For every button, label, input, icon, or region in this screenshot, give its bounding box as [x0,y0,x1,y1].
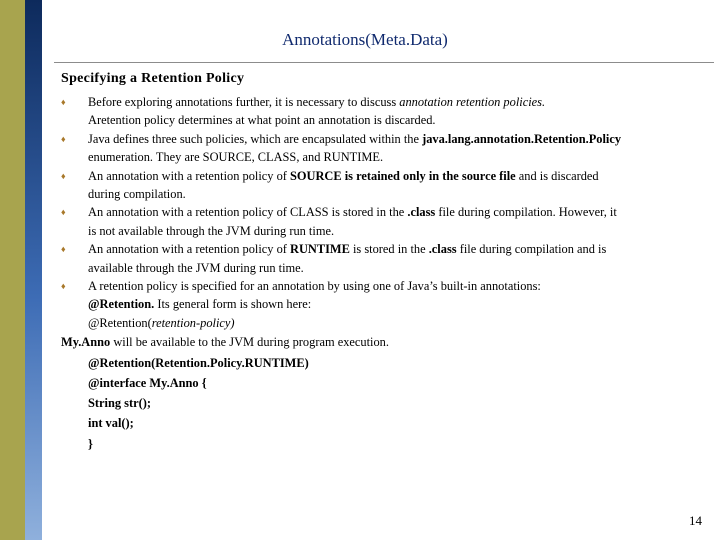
bullet-text: during compilation. [88,187,186,202]
bullet-text-italic: retention-policy) [151,315,235,330]
code-line: @interface My.Anno { [88,375,207,390]
bullet-text: is not available through the JVM during run time. [88,223,335,238]
bullet-text: Its general form is shown here: [154,297,312,312]
bullet-diamond-icon: ♦ [61,207,66,218]
page-number: 14 [689,513,702,528]
bullet-text-bold: .class [428,242,457,257]
bullet-item [61,277,691,332]
bullet-diamond-icon: ♦ [61,170,66,181]
bullet-diamond-icon: ♦ [61,97,66,107]
bullet-item [61,167,691,204]
bullet-text: An annotation with a retention policy of [88,168,290,183]
bullet-item [61,130,691,167]
title-divider [54,62,714,63]
sidebar-gradient [25,0,42,540]
bullet-text-italic: annotation retention policies. [399,95,546,109]
bullet-text: An annotation with a retention policy of [88,242,290,257]
code-line: @Retention(Retention.Policy.RUNTIME) [88,355,309,370]
bullet-diamond-icon: ♦ [61,244,66,255]
bullet-text: Java defines three such policies, which are encapsulated within the [88,131,423,146]
bullet-text: A retention policy is specified for an annotation by using one of Java’s built-in annotations: [88,279,541,294]
slide-title: Annotations(Meta.Data) [282,30,448,49]
bullet-text-bold: RUNTIME [290,242,350,257]
section-heading: Specifying a Retention Policy [61,71,245,86]
bullet-text: An annotation with a retention policy of CLASS is stored in the [88,205,408,220]
decorative-sidebar [0,0,42,540]
code-line: } [88,436,93,451]
code-line: int val(); [88,416,134,431]
bullet-text: Aretention policy determines at what point an annotation is discarded. [88,113,436,128]
bullet-item [61,93,691,130]
bullet-diamond-icon: ♦ [61,281,66,292]
bullet-text: file during compilation. However, it [435,205,617,220]
bullet-diamond-icon: ♦ [61,133,66,144]
bullet-item [61,240,691,277]
bullet-text: enumeration. They are SOURCE, CLASS, and RUNTIME. [88,150,384,165]
code-block [61,353,691,454]
bullet-text: available through the JVM during run time. [88,260,304,275]
bullet-text-bold: java.lang.annotation.Retention.Policy [422,131,622,146]
bullet-text: @Retention( [88,315,152,330]
bullet-text-bold: SOURCE is retained only in the source file [290,168,516,183]
bullet-item [61,203,691,240]
slide-content [61,93,691,454]
code-line: String str(); [88,396,151,411]
bullet-text: and is discarded [515,168,599,183]
myanno-name: My.Anno [61,335,111,350]
myanno-text: will be available to the JVM during program execution. [110,335,389,350]
bullet-text: Before exploring annotations further, it is necessary to discuss [88,95,400,109]
bullet-text-bold: .class [407,205,436,220]
bullet-text: is stored in the [349,242,429,257]
bullet-text: file during compilation and is [456,242,607,257]
bullet-text-bold: @Retention. [88,297,155,312]
